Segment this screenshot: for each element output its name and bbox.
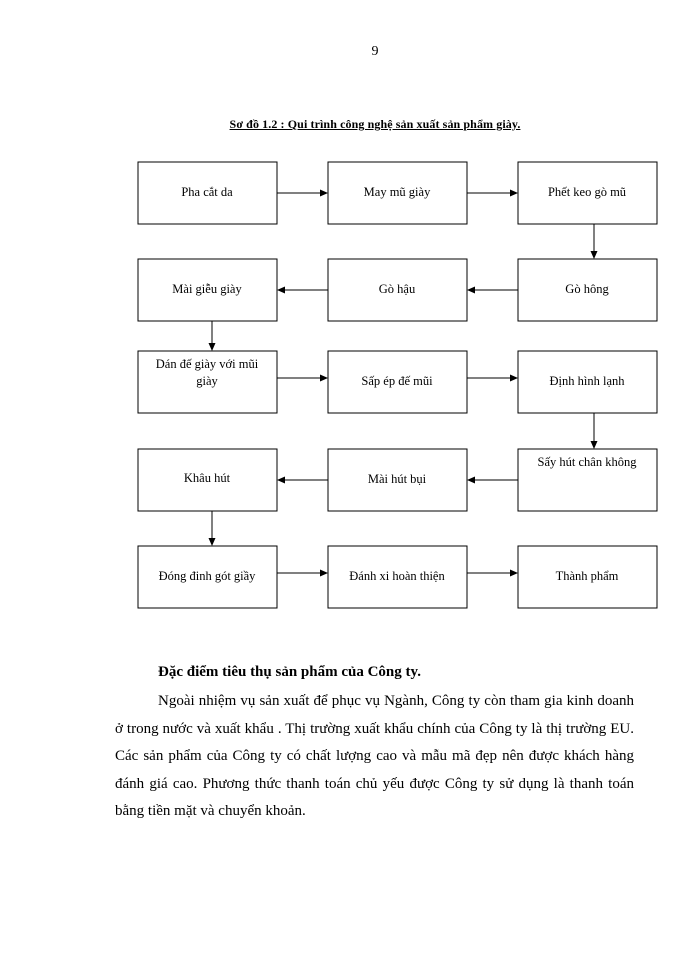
step-box-sap-ep-de-mui [328, 351, 467, 413]
section-heading: Đặc điểm tiêu thụ sản phẩm của Công ty. [158, 664, 421, 680]
arrow-left [277, 477, 328, 484]
step-box-mai-hut-bui [328, 449, 467, 511]
step-label: May mũ giày [363, 184, 431, 199]
step-box-dong-dinh-got-giay [138, 546, 277, 608]
step-box-dinh-hinh-lanh [518, 351, 657, 413]
arrow-right [467, 570, 518, 577]
step-label: Định hình lạnh [549, 373, 625, 388]
step-box-khau-hut [138, 449, 277, 511]
step-label: Pha cắt da [181, 184, 233, 199]
step-label: Sấp ép đế mũi [361, 373, 433, 388]
step-label: Mài hút bụi [367, 471, 427, 486]
arrow-right [277, 190, 328, 197]
arrow-right [277, 570, 328, 577]
step-label: Dán đế giày với mũi [155, 356, 259, 371]
step-label: Gò hậu [378, 281, 416, 296]
step-box-pha-cat-da [138, 162, 277, 224]
arrow-down [591, 413, 598, 449]
step-label: Mài giễu giày [172, 281, 242, 296]
step-label: Gò hông [565, 281, 609, 296]
arrow-left [467, 477, 518, 484]
step-box-dan-de-giay [138, 351, 277, 413]
step-box-say-hut-chan-khong [518, 449, 657, 511]
step-box-thanh-pham [518, 546, 657, 608]
step-box-mai-gieu-giay [138, 259, 277, 321]
step-box-go-hau [328, 259, 467, 321]
step-label: Khâu hút [183, 470, 231, 485]
arrow-right [467, 190, 518, 197]
diagram-title: Sơ đồ 1.2 : Qui trình công nghệ sản xuất sản phẩm giày. [229, 117, 521, 131]
step-label: Thành phẩm [555, 568, 619, 583]
arrow-left [467, 287, 518, 294]
step-label: Phết keo gò mũ [547, 184, 627, 199]
arrow-right [277, 375, 328, 382]
step-box-go-hong [518, 259, 657, 321]
arrow-right [467, 375, 518, 382]
step-label-line2: giày [196, 373, 218, 388]
step-box-may-mu-giay [328, 162, 467, 224]
step-label: Đóng đinh gót giầy [158, 568, 256, 583]
arrow-down [209, 321, 216, 351]
arrow-down [591, 224, 598, 259]
step-box-phet-keo-go-mu [518, 162, 657, 224]
arrow-left [277, 287, 328, 294]
body-paragraph: Ngoài nhiệm vụ sản xuất để phục vụ Ngành, Công ty còn tham gia kinh doanh ở trong nước và xuất khẩu . Thị trường xuất khẩu chính của Công ty là thị trường EU. Các sản phẩm của Công ty có chất lượng cao và mẫu mã đẹp nên được khách hàng đánh giá cao. Phương thức thanh toán chủ yếu được Công ty sử dụng là thanh toán bằng tiền mặt và chuyển khoản. [115, 693, 634, 819]
page-number: 9 [371, 44, 379, 59]
step-label: Đánh xi hoàn thiện [349, 568, 445, 583]
step-box-danh-xi-hoan-thien [328, 546, 467, 608]
arrow-down [209, 511, 216, 546]
step-label: Sấy hút chân không [537, 454, 637, 469]
